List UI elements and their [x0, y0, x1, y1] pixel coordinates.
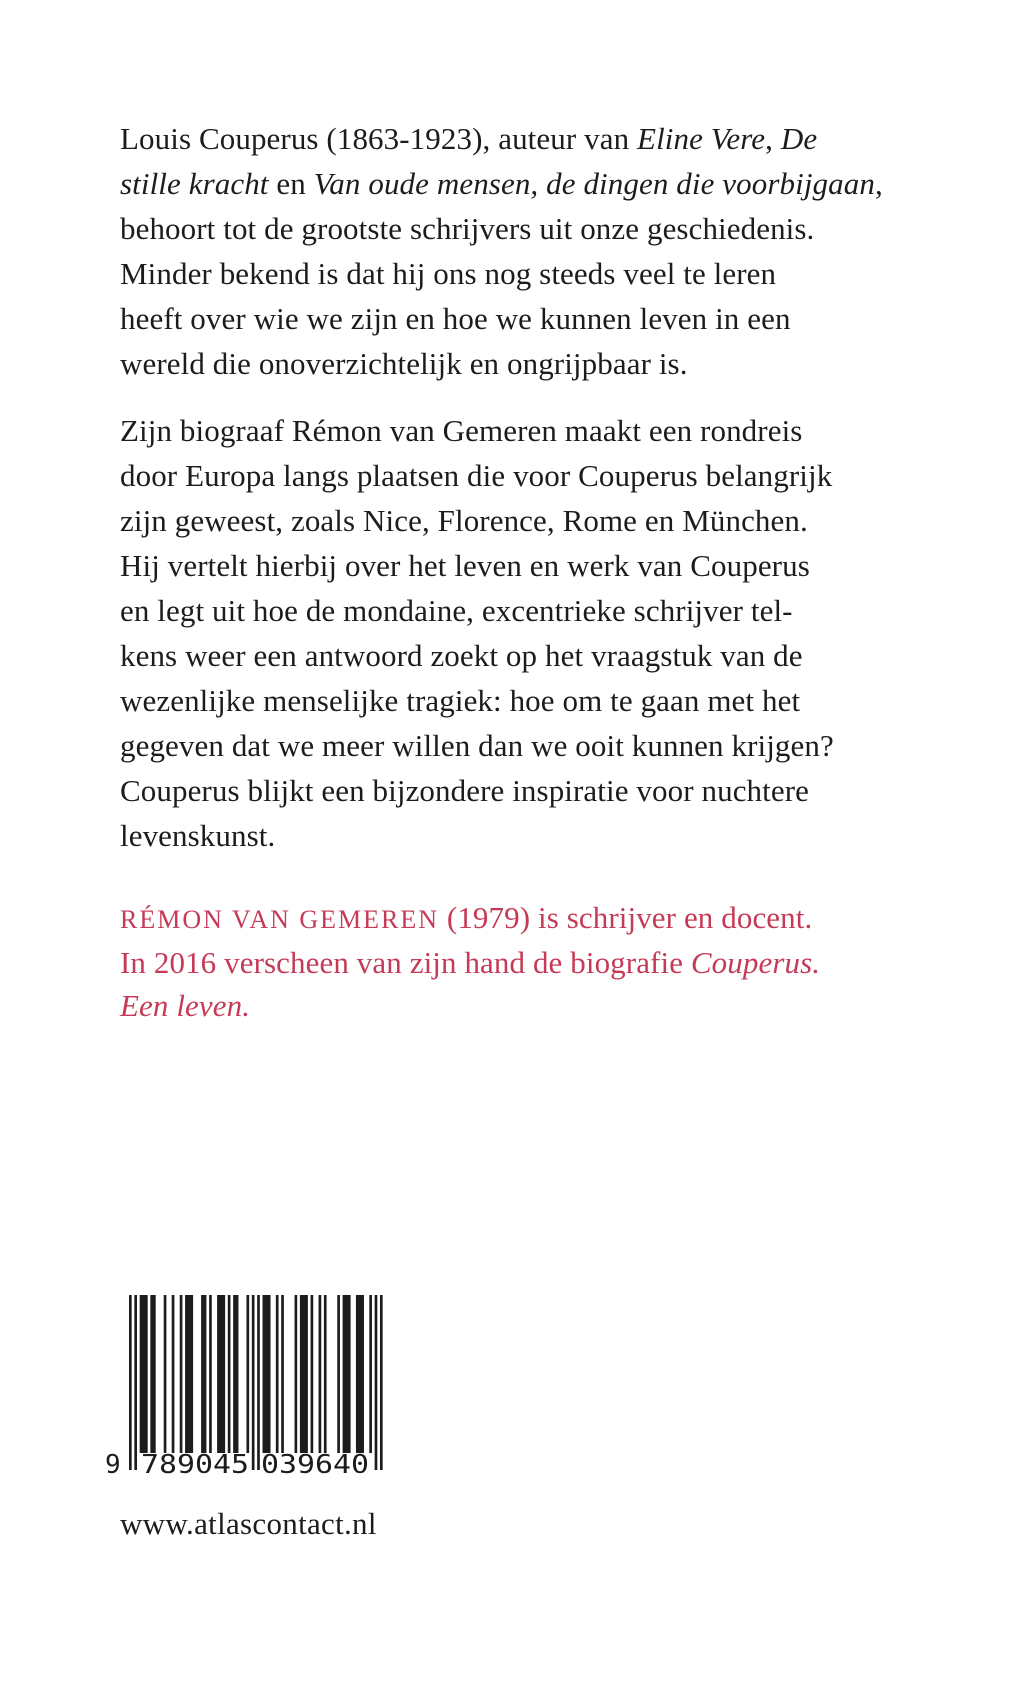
body-text: Minder bekend is dat hij ons nog steeds veel te leren — [120, 256, 777, 291]
italic-text: Van oude mensen, de dingen die voorbijgaan — [313, 166, 875, 201]
body-text: en — [268, 166, 314, 201]
text-line — [120, 813, 920, 858]
text-line — [120, 678, 920, 723]
text-line — [120, 633, 920, 678]
body-text: (1979) is schrijver en docent. — [439, 900, 813, 935]
body-text: gegeven dat we meer willen dan we ooit kunnen krijgen? — [120, 728, 834, 763]
text-line — [120, 984, 920, 1027]
ean13-barcode-svg — [103, 1295, 385, 1477]
italic-text: Eline Vere — [637, 121, 766, 156]
text-line — [120, 498, 920, 543]
text-line — [120, 251, 920, 296]
text-line — [120, 768, 920, 813]
text-line — [120, 588, 920, 633]
body-text: kens weer een antwoord zoekt op het vraagstuk van de — [120, 638, 803, 673]
barcode-digits-group1: 789045 — [141, 1450, 249, 1477]
text-line — [120, 296, 920, 341]
body-text: wezenlijke menselijke tragiek: hoe om te gaan met het — [120, 683, 801, 718]
italic-text: De — [780, 121, 818, 156]
body-text: levenskunst. — [120, 818, 276, 853]
body-text: Hij vertelt hierbij over het leven en werk van Couperus — [120, 548, 810, 583]
text-line — [120, 341, 920, 386]
text-line — [120, 723, 920, 768]
paragraph-biography — [120, 408, 920, 858]
text-line — [120, 453, 920, 498]
body-text: In 2016 verscheen van zijn hand de biografie — [120, 945, 691, 980]
blurb-text-block — [120, 116, 920, 1027]
paragraph-author-note — [120, 896, 920, 1027]
barcode-bars — [129, 1295, 383, 1470]
text-line — [120, 408, 920, 453]
body-text: Zijn biograaf Rémon van Gemeren maakt een rondreis — [120, 413, 803, 448]
body-text: , — [874, 166, 883, 201]
body-text: Couperus blijkt een bijzondere inspiratie voor nuchtere — [120, 773, 810, 808]
text-line — [120, 161, 920, 206]
body-text: Louis Couperus (1863-1923), auteur van — [120, 121, 638, 156]
publisher-website: www.atlascontact.nl — [120, 1506, 377, 1541]
body-text: heeft over wie we zijn en hoe we kunnen leven in een — [120, 301, 791, 336]
barcode-digits-group2: 039640 — [261, 1450, 369, 1477]
text-line — [120, 116, 920, 161]
body-text: door Europa langs plaatsen die voor Couperus belangrijk — [120, 458, 833, 493]
body-text: , — [765, 121, 781, 156]
italic-text: Een leven. — [120, 988, 251, 1023]
smallcaps-name: RÉMON VAN GEMEREN — [120, 905, 440, 934]
body-text: en legt uit hoe de mondaine, excentrieke schrijver tel- — [120, 593, 793, 628]
text-line — [120, 543, 920, 588]
barcode-digits-lead: 9 — [105, 1450, 121, 1477]
body-text: wereld die onoverzichtelijk en ongrijpbaar is. — [120, 346, 688, 381]
text-line — [120, 941, 920, 984]
italic-text: Couperus. — [690, 945, 821, 980]
text-line — [120, 896, 920, 941]
text-line — [120, 206, 920, 251]
italic-text: stille kracht — [120, 166, 269, 201]
body-text: behoort tot de grootste schrijvers uit onze geschiedenis. — [120, 211, 815, 246]
isbn-barcode — [103, 1295, 385, 1477]
body-text: zijn geweest, zoals Nice, Florence, Rome en München. — [120, 503, 808, 538]
paragraph-intro — [120, 116, 920, 386]
